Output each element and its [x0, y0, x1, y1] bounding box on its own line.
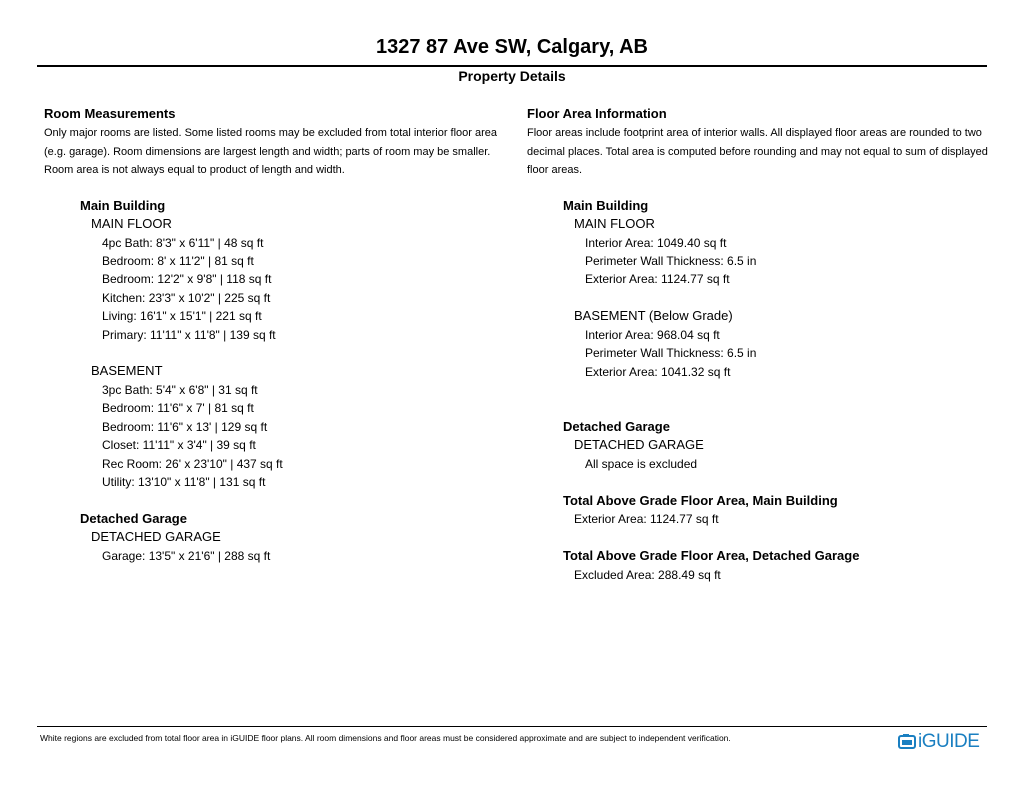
fa-basement-title: BASEMENT (Below Grade) [574, 308, 733, 324]
room-item: Garage: 13'5" x 21'6" | 288 sq ft [102, 548, 271, 563]
floor-area-main-building [563, 197, 997, 585]
room-measurements-section [44, 106, 504, 565]
room-item: 4pc Bath: 8'3" x 6'11" | 48 sq ft [102, 235, 264, 250]
fa-interior-area: Interior Area: 1049.40 sq ft [585, 235, 727, 250]
total-main-value: Exterior Area: 1124.77 sq ft [574, 512, 719, 527]
footer-divider [37, 726, 987, 727]
total-garage-value: Excluded Area: 288.49 sq ft [574, 567, 721, 582]
main-floor-title: MAIN FLOOR [91, 216, 172, 231]
footer-disclaimer: White regions are excluded from total floor area in iGUIDE floor plans. All room dimensions and floor areas must be considered approximate and are subject to independent verification. [40, 733, 731, 743]
room-measurements-title: Room Measurements [44, 106, 176, 121]
detached-garage-title: Detached Garage [80, 510, 187, 526]
fa-exterior-area: Exterior Area: 1124.77 sq ft [585, 272, 730, 287]
basement-title: BASEMENT [91, 363, 163, 379]
total-garage-title: Total Above Grade Floor Area, Detached Garage [563, 548, 860, 564]
iguide-camera-icon [898, 734, 916, 750]
fa-wall-thickness: Perimeter Wall Thickness: 6.5 in [585, 346, 757, 361]
floor-area-title: Floor Area Information [527, 106, 667, 121]
fa-detached-garage-floor-title: DETACHED GARAGE [574, 437, 704, 453]
room-item: Bedroom: 11'6" x 13' | 129 sq ft [102, 419, 268, 434]
room-item: Kitchen: 23'3" x 10'2" | 225 sq ft [102, 290, 271, 305]
fa-main-building-title: Main Building [563, 197, 649, 213]
room-item: Bedroom: 12'2" x 9'8" | 118 sq ft [102, 272, 272, 287]
room-item: 3pc Bath: 5'4" x 6'8" | 31 sq ft [102, 382, 258, 397]
logo-text: iGUIDE [918, 731, 980, 752]
fa-wall-thickness: Perimeter Wall Thickness: 6.5 in [585, 253, 757, 268]
fa-detached-garage-title: Detached Garage [563, 418, 670, 434]
room-item: Utility: 13'10" x 11'8" | 131 sq ft [102, 474, 266, 489]
room-item: Closet: 11'11" x 3'4" | 39 sq ft [102, 438, 256, 453]
page-subtitle: Property Details [458, 68, 566, 84]
room-item: Living: 16'1" x 15'1" | 221 sq ft [102, 309, 262, 324]
page-title: 1327 87 Ave SW, Calgary, AB [376, 36, 648, 58]
room-item: Primary: 11'11" x 11'8" | 139 sq ft [102, 327, 276, 342]
detached-garage-floor-title: DETACHED GARAGE [91, 529, 221, 545]
fa-garage-note: All space is excluded [585, 456, 698, 471]
room-item: Bedroom: 11'6" x 7' | 81 sq ft [102, 401, 254, 416]
floor-area-section [527, 106, 997, 584]
room-measurements-description: Only major rooms are listed. Some listed rooms may be excluded from total interior floor area (e.g. garage). Room dimensions are largest length and width; parts of room may be smaller. Room area is not always equal to product of length and width. [44, 127, 498, 176]
main-building-rooms [80, 197, 504, 566]
room-item: Rec Room: 26' x 23'10" | 437 sq ft [102, 456, 283, 471]
main-building-title: Main Building [80, 197, 166, 213]
iguide-logo [898, 731, 979, 753]
room-item: Bedroom: 8' x 11'2" | 81 sq ft [102, 253, 254, 268]
fa-interior-area: Interior Area: 968.04 sq ft [585, 327, 720, 342]
total-main-title: Total Above Grade Floor Area, Main Building [563, 492, 838, 508]
header-divider [37, 65, 987, 67]
fa-main-floor-title: MAIN FLOOR [574, 216, 655, 231]
floor-area-description: Floor areas include footprint area of interior walls. All displayed floor areas are rounded to two decimal places. Total area is computed before rounding and may not equal to sum of displayed floor areas. [527, 127, 988, 176]
fa-exterior-area: Exterior Area: 1041.32 sq ft [585, 364, 731, 379]
